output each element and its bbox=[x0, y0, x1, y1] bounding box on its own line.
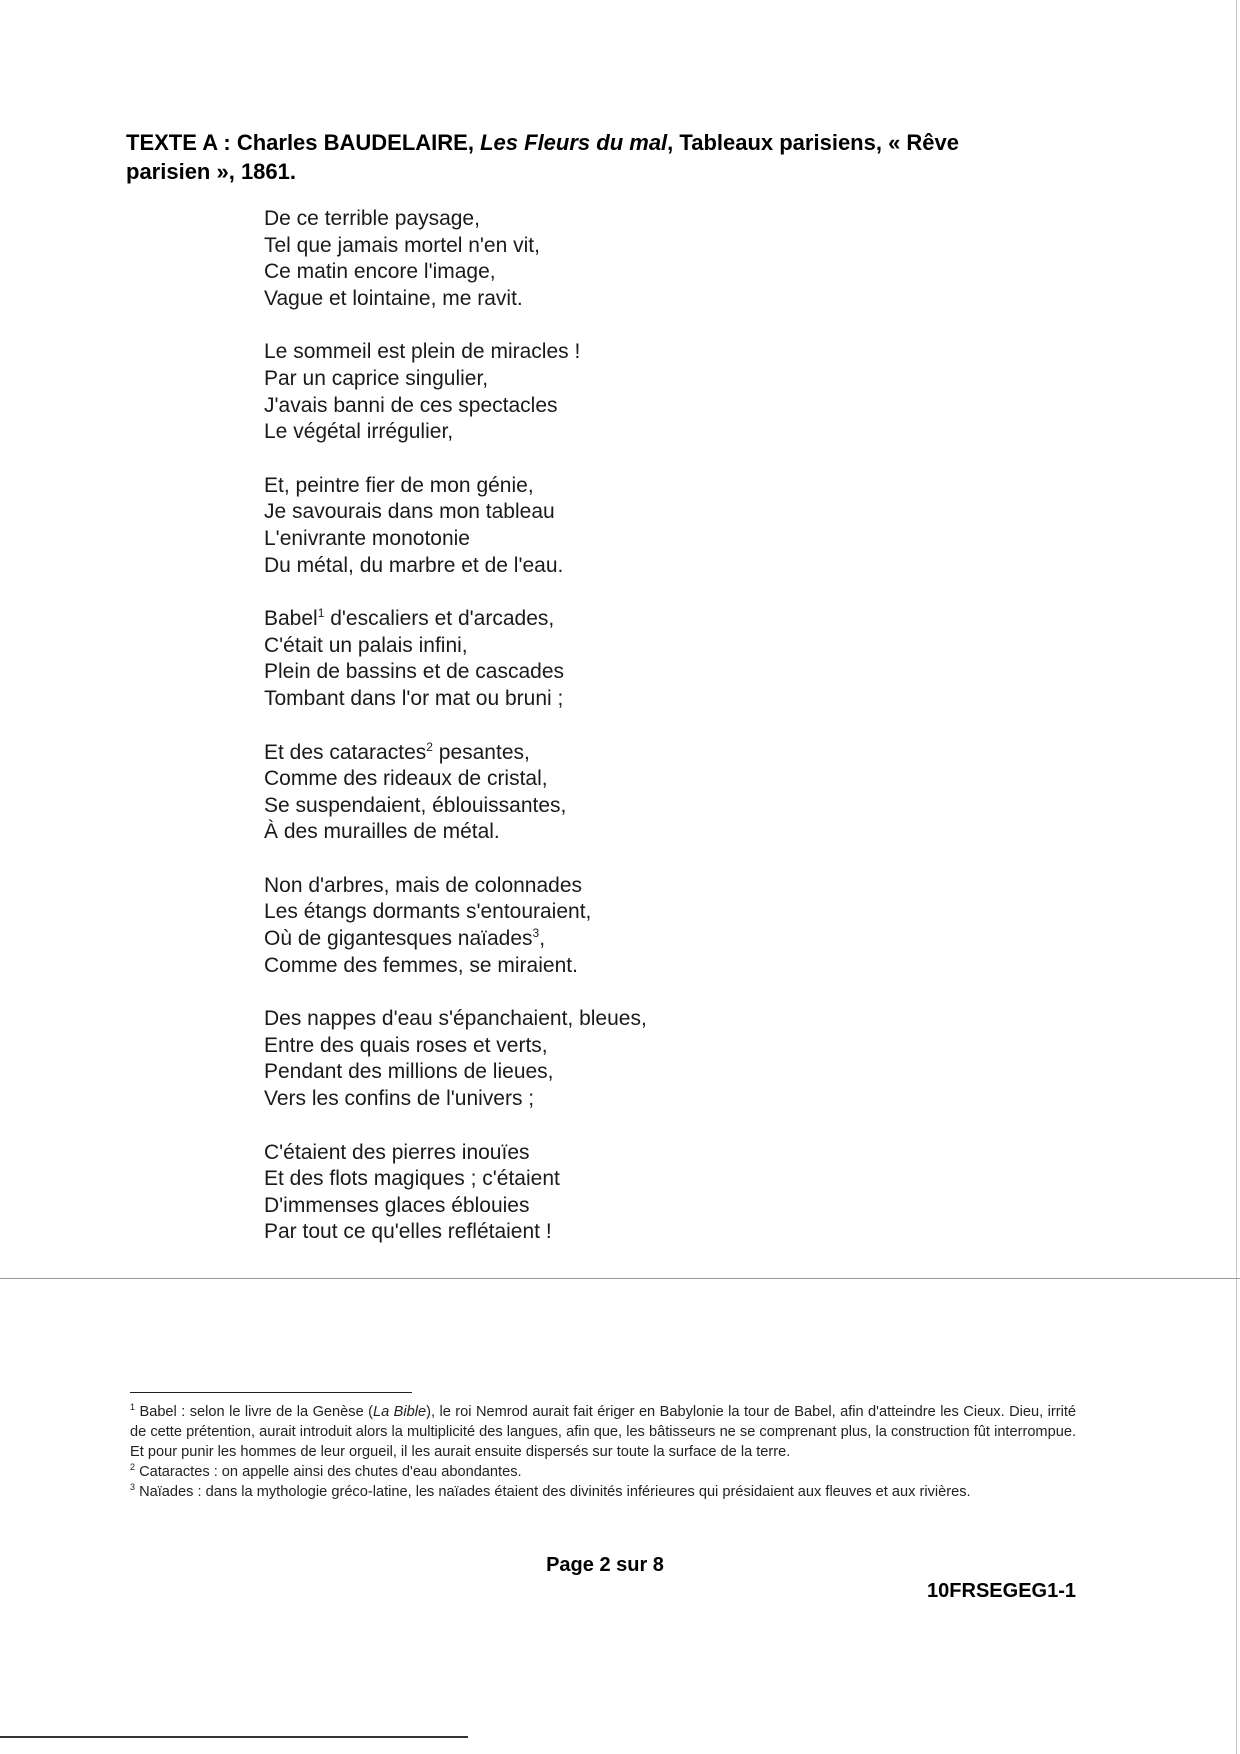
verse-line: J'avais banni de ces spectacles bbox=[264, 393, 558, 417]
stanza bbox=[264, 1006, 884, 1112]
verse-line: Ce matin encore l'image, bbox=[264, 260, 496, 284]
verse-text: Babel bbox=[264, 607, 318, 631]
verse-line: Se suspendaient, éblouissantes, bbox=[264, 793, 567, 817]
footnote bbox=[130, 1462, 1076, 1482]
footnote-number: 3 bbox=[130, 1482, 136, 1493]
footnote-rule bbox=[130, 1392, 412, 1393]
scan-divider bbox=[0, 1278, 1240, 1279]
heading-rest: , Tableaux parisiens, « Rêve parisien », 1861. bbox=[126, 130, 960, 184]
document-code: 10FRSEGEG1-1 bbox=[927, 1580, 1076, 1602]
verse-line: Plein de bassins et de cascades bbox=[264, 660, 565, 684]
text-heading bbox=[126, 128, 1046, 186]
verse-line: Des nappes d'eau s'épanchaient, bleues, bbox=[264, 1007, 647, 1031]
heading-work-title: Les Fleurs du mal bbox=[480, 130, 668, 155]
verse-line: Comme des rideaux de cristal, bbox=[264, 767, 548, 791]
verse-line bbox=[264, 926, 884, 953]
stanza bbox=[264, 206, 884, 312]
footnote bbox=[130, 1402, 1076, 1462]
verse-line: Par un caprice singulier, bbox=[264, 366, 489, 390]
verse-line: Vague et lointaine, me ravit. bbox=[264, 286, 523, 310]
stanza bbox=[264, 339, 884, 445]
verse-line: C'était un palais infini, bbox=[264, 633, 468, 657]
verse-line: Non d'arbres, mais de colonnades bbox=[264, 873, 583, 897]
footnote bbox=[130, 1482, 1076, 1502]
verse-text: , bbox=[539, 927, 546, 951]
footnote-ref: 2 bbox=[426, 739, 433, 754]
verse-line: Le sommeil est plein de miracles ! bbox=[264, 340, 581, 364]
footnote-ref: 3 bbox=[532, 926, 540, 941]
verse-line: Je savourais dans mon tableau bbox=[264, 500, 555, 524]
verse-line: Comme des femmes, se miraient. bbox=[264, 953, 578, 977]
heading-label: TEXTE A : Charles BAUDELAIRE, bbox=[126, 130, 474, 155]
verse-line: Et, peintre fier de mon génie, bbox=[264, 473, 534, 497]
verse-line: L'enivrante monotonie bbox=[264, 526, 470, 550]
verse-line: Tel que jamais mortel n'en vit, bbox=[264, 233, 540, 257]
stanza bbox=[264, 606, 884, 712]
verse-line: C'étaient des pierres inouïes bbox=[264, 1140, 530, 1164]
footnote-ref: 1 bbox=[317, 606, 325, 621]
verse-line: Les étangs dormants s'entouraient, bbox=[264, 900, 592, 924]
footnote-text: Cataractes : on appelle ainsi des chutes d'eau abondantes. bbox=[139, 1464, 522, 1480]
scan-bottom-mark bbox=[0, 1736, 468, 1738]
verse-text: Où de gigantesques naïades bbox=[264, 927, 533, 951]
scan-edge bbox=[1236, 0, 1237, 1754]
stanza bbox=[264, 473, 884, 579]
verse-text: d'escaliers et d'arcades, bbox=[324, 607, 555, 631]
verse-line: D'immenses glaces éblouies bbox=[264, 1193, 530, 1217]
verse-line: Pendant des millions de lieues, bbox=[264, 1060, 554, 1084]
footnote-number: 2 bbox=[130, 1462, 136, 1473]
verse-line: Et des flots magiques ; c'étaient bbox=[264, 1167, 560, 1191]
verse-line bbox=[264, 606, 884, 633]
page-number: Page 2 sur 8 bbox=[546, 1554, 664, 1576]
verse-line: De ce terrible paysage, bbox=[264, 207, 480, 230]
footnote-italic: La Bible bbox=[373, 1404, 427, 1420]
poem bbox=[264, 206, 884, 1273]
verse-text: Et des cataractes bbox=[264, 740, 427, 764]
verse-line: Tombant dans l'or mat ou bruni ; bbox=[264, 686, 564, 710]
footnote-text: Babel : selon le livre de la Genèse ( bbox=[139, 1404, 373, 1420]
stanza bbox=[264, 873, 884, 979]
verse-line: Du métal, du marbre et de l'eau. bbox=[264, 553, 564, 577]
stanza bbox=[264, 740, 884, 846]
verse-line bbox=[264, 740, 884, 767]
footnote-number: 1 bbox=[130, 1402, 136, 1413]
verse-line: Entre des quais roses et verts, bbox=[264, 1033, 548, 1057]
footnote-text: Naïades : dans la mythologie gréco-latine, les naïades étaient des divinités inférieures qui présidaient aux fleuves et aux rivières. bbox=[139, 1484, 971, 1500]
verse-line: À des murailles de métal. bbox=[264, 820, 500, 844]
footnote-text: ), le roi Nemrod aurait fait ériger en Babylonie la tour de Babel, afin d'atteindre les Cieux. Dieu, irrité de cette prétention, aurait introduit alors la multiplicité des langues, afin que, les bâtisseurs ne se comprenant plus, la construction fût interrompue. Et pour punir les hommes de leur orgueil, il les aurait ensuite dispersés sur toute la surface de la terre. bbox=[130, 1404, 1076, 1460]
footnotes bbox=[130, 1402, 1076, 1502]
verse-line: Par tout ce qu'elles reflétaient ! bbox=[264, 1220, 552, 1244]
stanza bbox=[264, 1140, 884, 1246]
verse-line: Vers les confins de l'univers ; bbox=[264, 1087, 535, 1111]
verse-text: pesantes, bbox=[432, 740, 530, 764]
verse-line: Le végétal irrégulier, bbox=[264, 420, 454, 444]
